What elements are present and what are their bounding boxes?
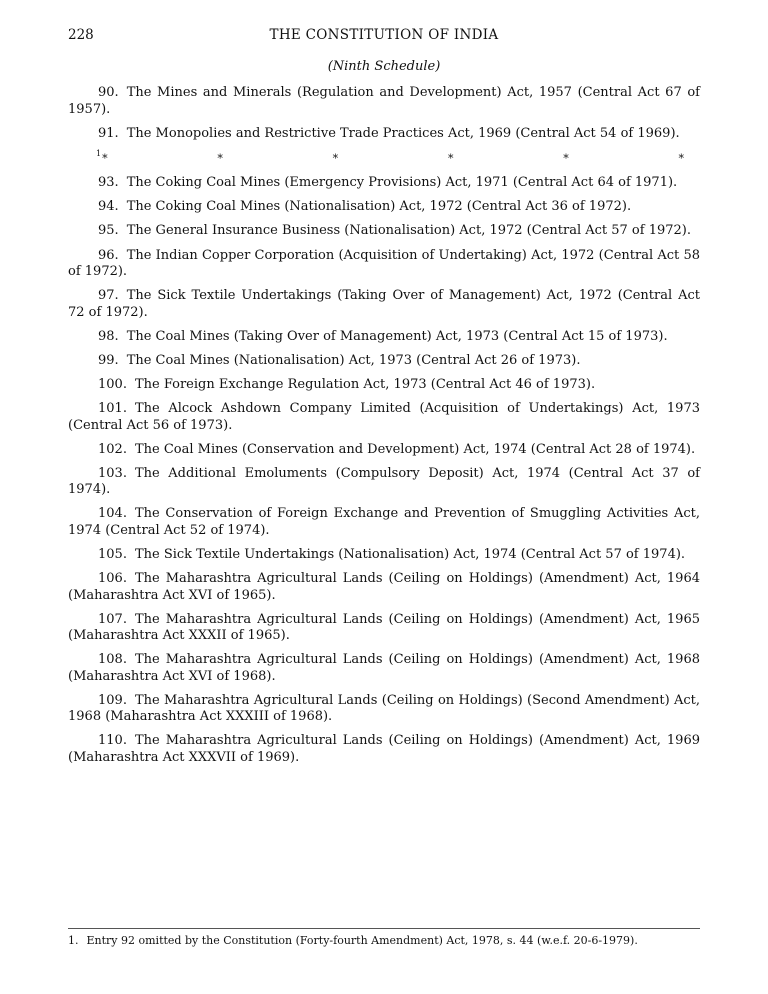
entry-number: 103. xyxy=(98,465,127,481)
entry-text: The Sick Textile Undertakings (Nationalisation) Act, 1974 (Central Act 57 of 1974). xyxy=(134,546,686,562)
page-header xyxy=(68,27,700,47)
footnote-text: Entry 92 omitted by the Constitution (Forty-fourth Amendment) Act, 1978, s. 44 (w.e.f. 20-6-1979). xyxy=(86,934,638,947)
list-item xyxy=(68,547,700,564)
section-subtitle: (Ninth Schedule) xyxy=(327,59,441,74)
list-item xyxy=(68,377,700,394)
running-title: THE CONSTITUTION OF INDIA xyxy=(269,27,499,43)
list-item xyxy=(68,442,700,459)
entry-number: 96. xyxy=(98,247,119,263)
list-item xyxy=(68,612,700,645)
entry-text: The Coking Coal Mines (Nationalisation) Act, 1972 (Central Act 36 of 1972). xyxy=(126,199,632,215)
entry-number: 98. xyxy=(98,328,119,344)
entry-text: The General Insurance Business (Nationalisation) Act, 1972 (Central Act 57 of 1972). xyxy=(126,223,691,239)
entry-number: 110. xyxy=(98,733,127,749)
entry-number: 104. xyxy=(98,506,127,522)
list-item xyxy=(68,733,700,766)
entry-text: The Maharashtra Agricultural Lands (Ceiling on Holdings) (Amendment) Act, 1968 (Maharashtra Act XVI of 1968). xyxy=(68,652,700,684)
omission-star: * xyxy=(563,152,569,166)
entries-list xyxy=(68,85,700,774)
entry-number: 100. xyxy=(98,376,127,392)
entry-text: The Conservation of Foreign Exchange and Prevention of Smuggling Activities Act, 1974 (Central Act 52 of 1974). xyxy=(68,506,700,538)
footnote xyxy=(68,934,700,948)
entry-text: The Indian Copper Corporation (Acquisition of Undertaking) Act, 1972 (Central Act 58 of 1972). xyxy=(68,247,700,280)
list-item xyxy=(68,223,700,240)
entry-text: The Maharashtra Agricultural Lands (Ceiling on Holdings) (Amendment) Act, 1969 (Maharashtra Act XXXVII of 1969). xyxy=(68,733,700,765)
entry-text: The Mines and Minerals (Regulation and Development) Act, 1957 (Central Act 67 of 1957). xyxy=(68,85,700,117)
omission-star: * xyxy=(217,152,223,166)
entry-number: 106. xyxy=(98,571,127,586)
entry-number: 99. xyxy=(98,352,119,368)
entry-number: 101. xyxy=(98,401,127,417)
list-item xyxy=(68,466,700,499)
footnote-marker: 1. xyxy=(68,934,79,947)
list-item xyxy=(68,693,700,726)
entry-number: 102. xyxy=(98,441,127,457)
omission-star: * xyxy=(447,152,454,166)
entry-number: 107. xyxy=(98,611,127,627)
entry-number: 91. xyxy=(98,125,119,141)
list-item xyxy=(68,126,700,143)
entry-text: The Coal Mines (Nationalisation) Act, 1973 (Central Act 26 of 1973). xyxy=(126,352,581,368)
omitted-entry-marker xyxy=(68,150,700,168)
list-item xyxy=(68,85,700,118)
entry-text: The Coking Coal Mines (Emergency Provisions) Act, 1971 (Central Act 64 of 1971). xyxy=(126,175,678,191)
entry-text: The Monopolies and Restrictive Trade Practices Act, 1969 (Central Act 54 of 1969). xyxy=(126,125,680,141)
entry-text: The Coal Mines (Conservation and Development) Act, 1974 (Central Act 28 of 1974). xyxy=(134,441,696,457)
list-item xyxy=(68,175,700,192)
omission-star: * xyxy=(678,152,684,166)
entry-number: 95. xyxy=(98,223,119,239)
list-item xyxy=(68,506,700,539)
list-item xyxy=(68,652,700,685)
entry-number: 105. xyxy=(98,546,127,562)
omission-star: $^1$* xyxy=(96,149,108,166)
entry-number: 109. xyxy=(98,692,127,708)
list-item xyxy=(68,571,700,604)
page-number: 228 xyxy=(68,27,94,43)
entry-text: The Alcock Ashdown Company Limited (Acquisition of Undertakings) Act, 1973 (Central Act 56 of 1973). xyxy=(68,401,700,433)
list-item xyxy=(68,353,700,370)
list-item xyxy=(68,329,700,346)
entry-number: 108. xyxy=(98,652,127,668)
entry-number: 97. xyxy=(98,288,119,304)
entry-number: 94. xyxy=(98,199,119,215)
entry-number: 90. xyxy=(98,85,119,100)
footnote-reference: 1 xyxy=(96,149,102,159)
list-item xyxy=(68,199,700,216)
omission-star: * xyxy=(332,152,339,166)
entry-text: The Maharashtra Agricultural Lands (Ceiling on Holdings) (Amendment) Act, 1965 (Maharashtra Act XXXII of 1965). xyxy=(68,611,700,644)
list-item xyxy=(68,288,700,321)
list-item xyxy=(68,401,700,434)
entry-text: The Foreign Exchange Regulation Act, 1973 (Central Act 46 of 1973). xyxy=(134,376,596,392)
entry-text: The Coal Mines (Taking Over of Management) Act, 1973 (Central Act 15 of 1973). xyxy=(126,328,668,344)
entry-text: The Additional Emoluments (Compulsory Deposit) Act, 1974 (Central Act 37 of 1974). xyxy=(68,465,700,498)
list-item xyxy=(68,248,700,281)
footnote-divider xyxy=(68,928,700,929)
entry-text: The Sick Textile Undertakings (Taking Over of Management) Act, 1972 (Central Act 72 of 1972). xyxy=(68,288,700,320)
entry-text: The Maharashtra Agricultural Lands (Ceiling on Holdings) (Amendment) Act, 1964 (Maharashtra Act XVI of 1965). xyxy=(68,571,700,603)
entry-text: The Maharashtra Agricultural Lands (Ceiling on Holdings) (Second Amendment) Act, 1968 (Maharashtra Act XXXIII of 1968). xyxy=(68,692,700,725)
entry-number: 93. xyxy=(98,175,119,191)
